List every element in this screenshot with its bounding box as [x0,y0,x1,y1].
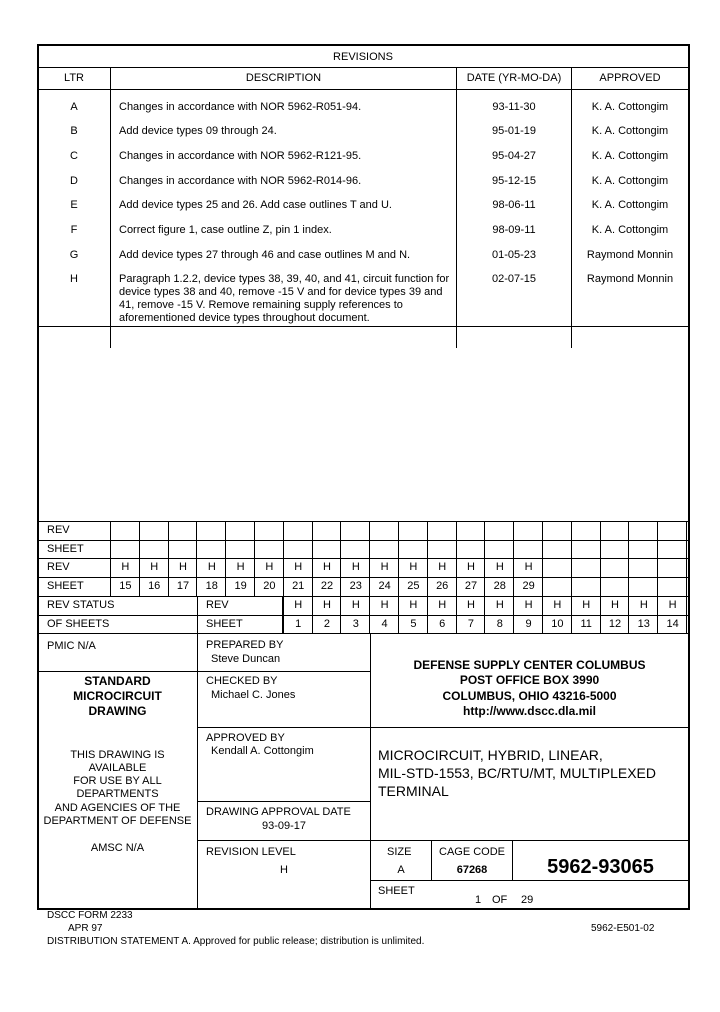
revision-date: 98-06-11 [492,199,536,211]
revision-approved-by: K. A. Cottongim [591,101,669,113]
prepared-by: Steve Duncan [211,653,281,665]
revision-date: 95-12-15 [491,175,537,187]
rule-v [456,67,457,348]
revisions-title: REVISIONS [333,51,393,63]
rev-letter-cell: H [179,561,187,573]
rev-letter-cell: H [553,599,562,611]
sheet-number-cell: 1 [295,618,302,630]
rev-letter-cell: H [438,561,447,573]
revision-letter: G [69,249,79,261]
sheet-number: 1 [475,894,482,906]
sheet-number-cell: 4 [381,618,388,630]
rule-v [513,596,514,633]
sheet-number-cell: 24 [378,580,391,592]
rule-v [196,521,197,596]
rule-v [628,596,629,633]
drawing-number: 5962-93065 [547,856,654,878]
rev-letter-cell: H [207,561,216,573]
rule-v [657,521,658,596]
rev-letter-cell: H [668,599,677,611]
rev-letter-cell: H [351,561,360,573]
rule-v [657,596,658,633]
of-sheets-label: OF SHEETS [47,618,110,630]
rule-v [110,521,111,596]
rule-v [283,596,284,633]
agency-url[interactable]: http://www.dscc.dla.mil [463,704,596,718]
revision-description: device types 38 and 40, remove -15 V and for device types 39 and [119,286,443,298]
revision-description: Add device types 09 through 24. [119,125,277,137]
rule-h [37,908,690,910]
rule-h [37,615,689,616]
availability-line-3: FOR USE BY ALL [73,775,162,787]
rule-v [542,596,543,633]
revision-description: aforementioned device types throughout document. [119,312,370,324]
rule-h [197,801,371,802]
sheet-number-cell: 12 [608,618,622,630]
revision-approved-by: K. A. Cottongim [591,150,669,162]
form-date: APR 97 [68,923,103,934]
size-label: SIZE [387,846,412,858]
sheet-number-cell: 2 [323,618,331,630]
standard-line-2: MICROCIRCUIT [73,689,162,703]
cage-value: 67268 [456,864,488,876]
sheet-label: SHEET [378,885,415,897]
header-date: DATE (YR-MO-DA) [466,72,562,84]
form-id: 5962-E501-02 [591,923,655,934]
rule-v [628,521,629,596]
revision-description: Add device types 27 through 46 and case outlines M and N. [119,249,411,261]
rev-status-label: REV STATUS [47,599,115,611]
rule-v [571,521,572,596]
sheet-number-cell: 5 [410,618,417,630]
prepared-by-label: PREPARED BY [206,639,284,651]
revision-description: 41, remove -15 V. Remove remaining supply references to [119,299,403,311]
sheet-total: 29 [521,894,534,906]
rev-letter-cell: H [639,599,648,611]
approved-by: Kendall A. Cottongim [211,745,314,757]
agency-line-2: POST OFFICE BOX 3990 [459,673,600,687]
rev-small-label: REV [206,599,229,611]
revision-date: 95-01-19 [491,125,537,137]
rev-letter-cell: H [294,599,303,611]
rev-letter-cell: H [409,599,418,611]
rule-h [37,326,689,327]
rule-v [571,596,572,633]
availability-line-5: AND AGENCIES OF THE [54,802,181,814]
approved-by-label: APPROVED BY [206,732,285,744]
revision-description: Add device types 25 and 26. Add case outlines T and U. [119,199,392,211]
rev-letter-cell: H [323,561,331,573]
rule-v [168,521,169,596]
rule-v [283,521,284,596]
rule-v [542,521,543,596]
rule-h [37,89,689,90]
revision-approved-by: K. A. Cottongim [591,125,669,137]
rev-letter-cell: H [323,599,331,611]
sheet-number-cell: 6 [439,618,446,630]
sheet-number-cell: 27 [464,580,478,592]
sheet-of: OF [492,894,508,906]
revision-date: 02-07-15 [491,273,537,285]
drawing-title-line-2: MIL-STD-1553, BC/RTU/MT, MULTIPLEXED [378,765,656,781]
revision-description: Changes in accordance with NOR 5962-R051-94. [119,101,362,113]
rule-v [282,596,283,633]
revision-description: Changes in accordance with NOR 5962-R014-96. [119,175,362,187]
rule-v [456,521,457,596]
revision-approved-by: Raymond Monnin [586,249,674,261]
rev-letter-cell: H [467,599,475,611]
rule-v [600,521,601,596]
sheet-number-cell: 7 [467,618,475,630]
rule-h [37,577,689,578]
rule-v [398,596,399,633]
standard-line-1: STANDARD [84,674,151,688]
revision-approved-by: K. A. Cottongim [591,175,669,187]
sheet-number-cell: 15 [119,580,132,592]
sheet-number-cell: 14 [666,618,679,630]
rule-h [37,596,689,597]
checked-by: Michael C. Jones [211,689,296,701]
rev-letter-cell: H [236,561,245,573]
revision-letter: E [70,199,78,211]
header-description: DESCRIPTION [245,72,322,84]
sheet-number-cell: 13 [637,618,650,630]
agency-line-3: COLUMBUS, OHIO 43216-5000 [442,689,617,703]
form-number: DSCC FORM 2233 [47,910,133,921]
rule-v [370,633,371,909]
rule-v [686,596,687,633]
revision-date: 01-05-23 [491,249,537,261]
sheet-number-cell: 29 [522,580,535,592]
rule-v [110,67,111,348]
sheet-number-cell: 21 [292,580,305,592]
rev-letter-cell: H [495,561,504,573]
availability-line-4: DEPARTMENTS [76,788,159,800]
revision-letter: A [70,101,78,113]
rule-v [688,44,690,909]
sheet-number-cell: 3 [352,618,359,630]
rule-h [37,633,689,634]
rev-letter-cell: H [524,561,533,573]
sheet-number-cell: 16 [148,580,161,592]
rule-h [37,558,689,559]
sheet-number-cell: 23 [349,580,362,592]
rule-v [512,840,513,880]
rev-label-1: REV [47,524,70,536]
header-ltr: LTR [64,72,84,84]
size-value: A [397,864,405,876]
rev-letter-cell: H [438,599,447,611]
approval-date-label: DRAWING APPROVAL DATE [206,806,351,818]
rule-v [431,840,432,880]
sheet-number-cell: 22 [320,580,334,592]
amsc: AMSC N/A [90,842,145,854]
rule-v [427,596,428,633]
sheet-number-cell: 17 [176,580,190,592]
rule-v [312,596,313,633]
availability-line-1: THIS DRAWING IS [70,749,165,761]
rule-h [37,44,690,46]
rule-v [600,596,601,633]
rule-v [312,521,313,596]
revision-letter: H [70,273,78,285]
revision-letter: F [70,224,78,236]
revision-level: H [280,864,288,876]
rule-h [197,727,688,728]
rule-v [369,596,370,633]
sheet-number-cell: 20 [263,580,276,592]
rule-v [369,521,370,596]
sheet-number-cell: 25 [407,580,420,592]
pmic: PMIC N/A [47,640,96,652]
revision-letter: D [70,175,78,187]
rule-v [484,596,485,633]
rev-letter-cell: H [467,561,475,573]
revision-approved-by: K. A. Cottongim [591,224,669,236]
drawing-title-line-3: TERMINAL [378,783,449,799]
availability-line-2: AVAILABLE [88,762,147,774]
rule-h [370,880,688,881]
sheet-label-2: SHEET [47,580,84,592]
rule-v [427,521,428,596]
availability-line-6: DEPARTMENT OF DEFENSE [43,815,192,827]
revision-description: Changes in accordance with NOR 5962-R121-95. [119,150,362,162]
revision-date: 95-04-27 [491,150,537,162]
rule-v [139,521,140,596]
sheet-label-1: SHEET [47,543,84,555]
sheet-number-cell: 19 [234,580,247,592]
rev-letter-cell: H [380,599,389,611]
revision-description: Correct figure 1, case outline Z, pin 1 index. [119,224,332,236]
rev-letter-cell: H [294,561,303,573]
approval-date: 93-09-17 [261,820,307,832]
rule-h [197,671,371,672]
rule-v [254,521,255,596]
rev-letter-cell: H [265,561,274,573]
revision-approved-by: K. A. Cottongim [591,199,669,211]
sheet-number-cell: 11 [580,618,592,630]
sheet-number-cell: 8 [496,618,503,630]
sheet-number-cell: 28 [493,580,506,592]
rev-letter-cell: H [524,599,533,611]
header-approved: APPROVED [599,72,661,84]
cage-label: CAGE CODE [439,846,506,858]
sheet-number-cell: 26 [436,580,449,592]
sheet-number-cell: 9 [525,618,532,630]
revision-description: Paragraph 1.2.2, device types 38, 39, 40, and 41, circuit function for [119,273,450,285]
sheet-number-cell: 10 [551,618,564,630]
distribution-statement: DISTRIBUTION STATEMENT A. Approved for public release; distribution is unlimited. [47,936,425,947]
sheet-number-cell: 18 [205,580,218,592]
rule-h [37,67,689,68]
rev-letter-cell: H [409,561,418,573]
revision-date: 98-09-11 [492,224,536,236]
rule-v [456,596,457,633]
rule-h [37,521,689,522]
rule-v [197,596,198,633]
rev-label-2: REV [47,561,70,573]
rule-h [37,540,689,541]
standard-line-3: DRAWING [88,704,147,718]
rule-v [340,521,341,596]
rule-v [571,67,572,348]
revision-date: 93-11-30 [492,101,536,113]
checked-by-label: CHECKED BY [206,675,278,687]
rev-letter-cell: H [351,599,360,611]
rule-v [37,44,39,909]
drawing-title-line-1: MICROCIRCUIT, HYBRID, LINEAR, [378,747,603,763]
rev-letter-cell: H [582,599,591,611]
rule-v [225,521,226,596]
rule-h [37,671,197,672]
rev-letter-cell: H [150,561,159,573]
rule-v [197,633,198,909]
rev-letter-cell: H [380,561,389,573]
rule-v [484,521,485,596]
revision-letter: C [70,150,78,162]
rule-h [197,840,688,841]
revision-level-label: REVISION LEVEL [206,846,296,858]
agency-line-1: DEFENSE SUPPLY CENTER COLUMBUS [413,658,646,672]
rule-v [398,521,399,596]
rev-letter-cell: H [611,599,619,611]
rev-letter-cell: H [121,561,130,573]
revision-letter: B [70,125,78,137]
rule-v [340,596,341,633]
revision-approved-by: Raymond Monnin [586,273,674,285]
rule-v [513,521,514,596]
rev-letter-cell: H [495,599,504,611]
rule-v [686,521,687,596]
sheet-small-label: SHEET [206,618,243,630]
